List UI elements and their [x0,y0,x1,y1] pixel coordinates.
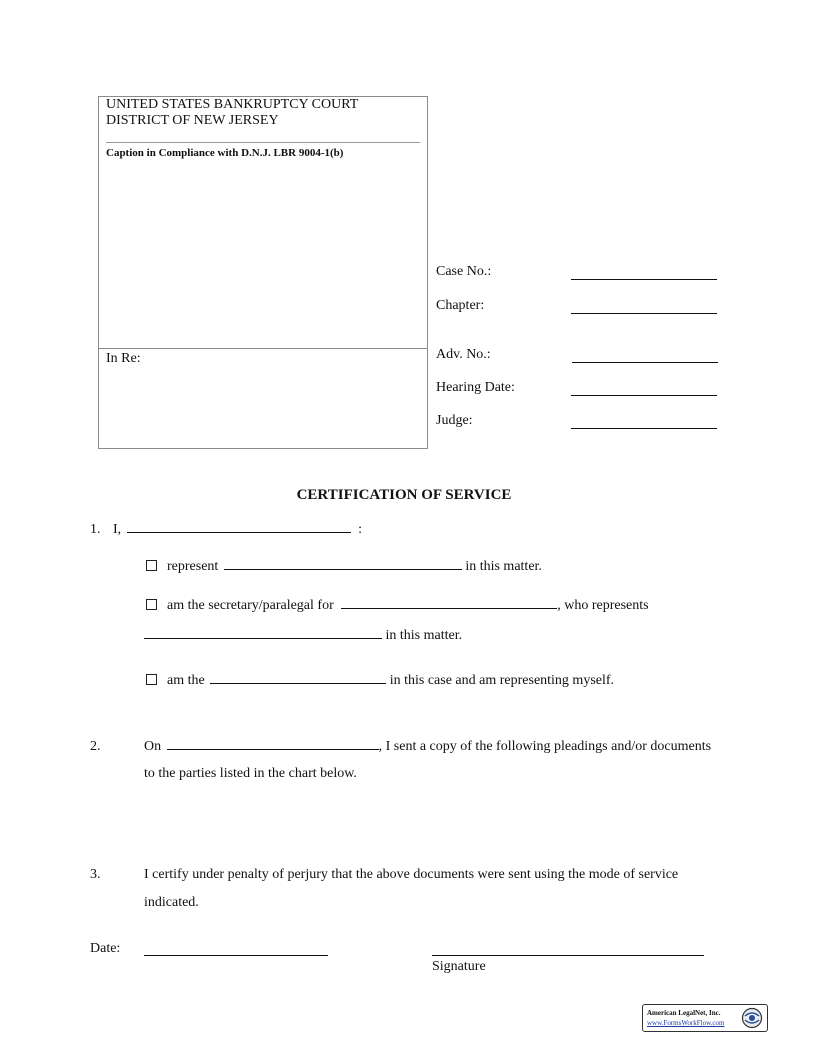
date-label: Date: [90,941,121,956]
item1-line [113,522,362,538]
caption-divider [99,348,427,349]
certifier-name-field[interactable] [127,522,351,533]
item3-line1: I certify under penalty of perjury that the above documents were sent using the mode of service [144,867,679,882]
item2-lead: On [144,739,162,754]
caption-compliance: Caption in Compliance with D.N.J. LBR 9004-1(b) [106,147,344,159]
signature-label: Signature [432,959,486,974]
self-text: am the [167,673,205,688]
represented-party-field[interactable] [144,628,382,639]
paralegal-checkbox[interactable] [146,599,157,610]
item1-lead: I, [113,522,122,537]
option-self [146,673,614,689]
court-district: DISTRICT OF NEW JERSEY [106,113,279,128]
self-tail: in this case and am representing myself. [389,673,615,688]
item2-line2: to the parties listed in the chart below. [144,766,357,781]
court-name: UNITED STATES BANKRUPTCY COURT [106,97,359,112]
adv-no-label: Adv. No.: [436,347,491,362]
signature-field[interactable] [432,955,704,956]
option-paralegal [146,598,649,614]
hearing-date-field[interactable] [571,395,717,396]
judge-field[interactable] [571,428,717,429]
logo-name: American LegalNet, Inc. [647,1009,721,1017]
attorney-name-field[interactable] [341,598,557,609]
case-no-field[interactable] [571,279,717,280]
item1-number: 1. [90,522,101,537]
item3-number: 3. [90,867,101,882]
adv-no-field[interactable] [572,362,718,363]
role-field[interactable] [210,673,386,684]
case-no-label: Case No.: [436,264,492,279]
hearing-date-label: Hearing Date: [436,380,515,395]
chapter-label: Chapter: [436,298,485,313]
item3-line2: indicated. [144,895,199,910]
logo-url[interactable]: www.FormsWorkFlow.com [647,1019,725,1027]
in-re-label: In Re: [106,351,141,366]
document-title: CERTIFICATION OF SERVICE [296,487,512,503]
item2-rest: , I sent a copy of the following pleadings and/or documents [378,739,712,754]
globe-icon [741,1007,763,1029]
item1-colon: : [358,522,363,537]
paralegal-text: am the secretary/paralegal for [167,598,334,613]
american-legalnet-logo[interactable] [642,1004,768,1032]
date-field[interactable] [144,955,328,956]
represent-text: represent [167,559,219,574]
caption-box [98,96,428,449]
option-represent [146,559,542,575]
service-date-field[interactable] [167,739,379,750]
item2-number: 2. [90,739,101,754]
chapter-field[interactable] [571,313,717,314]
represent-checkbox[interactable] [146,560,157,571]
represent-party-field[interactable] [224,559,462,570]
option-paralegal-line2 [144,628,462,644]
paralegal-who-represents: , who represents [557,598,649,613]
represent-tail: in this matter. [465,559,542,574]
paralegal-tail: in this matter. [385,628,463,643]
judge-label: Judge: [436,413,473,428]
item2-line1 [144,739,711,755]
caption-rule [106,142,420,143]
self-checkbox[interactable] [146,674,157,685]
